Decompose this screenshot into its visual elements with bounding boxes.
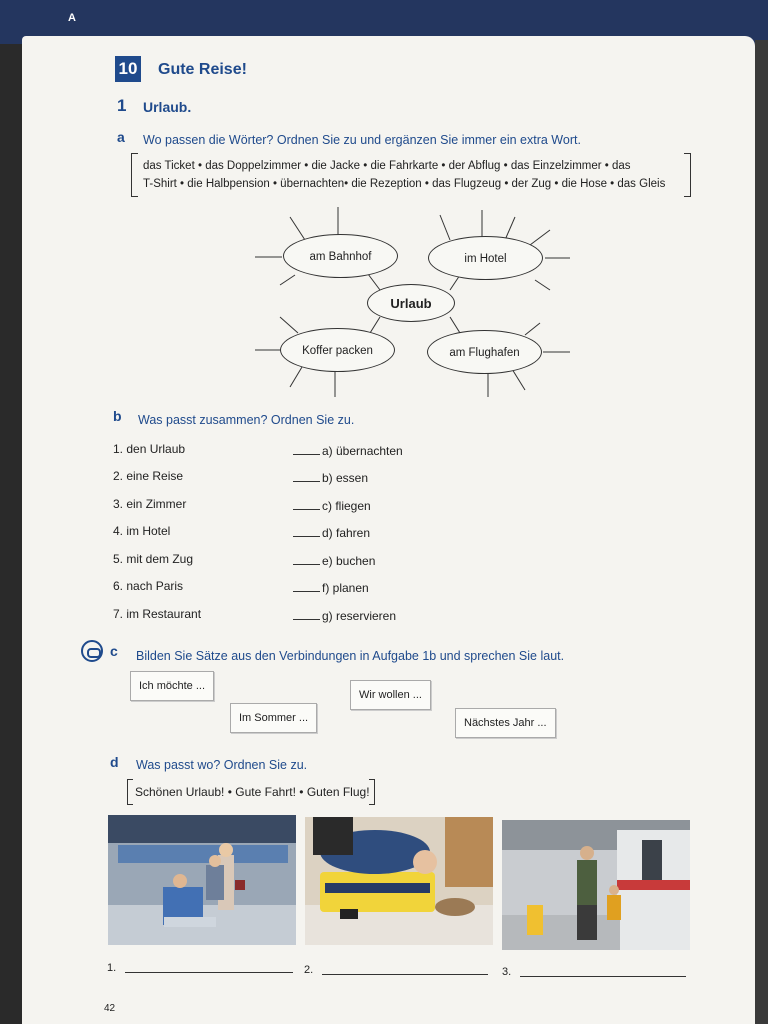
match-right-item: d) fahren bbox=[293, 526, 370, 540]
match-right-item: e) buchen bbox=[293, 554, 375, 568]
bubble-am-bahnhof: am Bahnhof bbox=[283, 234, 398, 278]
photo-airport-family bbox=[108, 815, 296, 945]
task-d-instruction: Was passt wo? Ordnen Sie zu. bbox=[136, 758, 308, 772]
bubble-im-hotel: im Hotel bbox=[428, 236, 543, 280]
match-right-item: a) übernachten bbox=[293, 444, 403, 458]
task-b-letter: b bbox=[113, 408, 122, 424]
match-right-item: g) reservieren bbox=[293, 609, 396, 623]
answer-blank[interactable] bbox=[293, 509, 320, 510]
phrase-box: Schönen Urlaub! • Gute Fahrt! • Guten Flug! bbox=[127, 779, 375, 805]
bubble-koffer-packen: Koffer packen bbox=[280, 328, 395, 372]
answer-blank[interactable] bbox=[293, 619, 320, 620]
speech-bubble: Wir wollen ... bbox=[350, 680, 431, 710]
task-a-letter: a bbox=[117, 129, 125, 145]
task-d-letter: d bbox=[110, 754, 119, 770]
answer-1: 1. bbox=[107, 962, 292, 976]
match-left-item: 2. eine Reise bbox=[113, 469, 184, 483]
answer-2: 2. bbox=[304, 964, 489, 978]
page-number: 42 bbox=[104, 1003, 116, 1014]
match-left-item: 4. im Hotel bbox=[113, 524, 171, 538]
word-box-line-1: das Ticket • das Doppelzimmer • die Jacke • die Fahrkarte • der Abflug • das Einzelzimmer • das bbox=[143, 160, 631, 172]
mindmap-center: Urlaub bbox=[367, 284, 455, 322]
speech-bubble: Nächstes Jahr ... bbox=[455, 708, 556, 738]
answer-line-1[interactable] bbox=[125, 972, 293, 973]
match-right-item: c) fliegen bbox=[293, 499, 371, 513]
task-a-instruction: Wo passen die Wörter? Ordnen Sie zu und ergänzen Sie immer ein extra Wort. bbox=[143, 133, 581, 147]
photo-train-station bbox=[502, 820, 690, 950]
section-title: Urlaub. bbox=[143, 99, 192, 115]
answer-line-3[interactable] bbox=[520, 976, 686, 977]
match-right-item: b) essen bbox=[293, 471, 368, 485]
photo-packing-suitcase bbox=[305, 817, 493, 945]
unit-title: Gute Reise! bbox=[158, 61, 247, 78]
task-c-instruction: Bilden Sie Sätze aus den Verbindungen in Aufgabe 1b und sprechen Sie laut. bbox=[136, 649, 565, 663]
word-box bbox=[131, 153, 691, 199]
word-box-line-2: T-Shirt • die Halbpension • übernachten• die Rezeption • das Flugzeug • der Zug • die Hose • das Gleis bbox=[143, 178, 666, 190]
bubble-am-flughafen: am Flughafen bbox=[427, 330, 542, 374]
speech-bubble: Ich möchte ... bbox=[130, 671, 214, 701]
match-left-item: 3. ein Zimmer bbox=[113, 497, 187, 511]
match-left-item: 6. nach Paris bbox=[113, 579, 184, 593]
match-left-item: 7. im Restaurant bbox=[113, 607, 202, 621]
book-edge bbox=[755, 40, 768, 1024]
match-left-item: 5. mit dem Zug bbox=[113, 552, 194, 566]
match-right-item: f) planen bbox=[293, 581, 369, 595]
answer-blank[interactable] bbox=[293, 564, 320, 565]
speech-bubble: Im Sommer ... bbox=[230, 703, 317, 733]
unit-number-badge: 10 bbox=[115, 56, 141, 82]
section-number: 1 bbox=[117, 96, 127, 115]
task-c-letter: c bbox=[110, 643, 118, 659]
answer-blank[interactable] bbox=[293, 536, 320, 537]
answer-blank[interactable] bbox=[293, 454, 320, 455]
speaking-icon bbox=[81, 640, 103, 662]
task-b-instruction: Was passt zusammen? Ordnen Sie zu. bbox=[138, 413, 355, 427]
answer-3: 3. bbox=[502, 966, 687, 980]
answer-blank[interactable] bbox=[293, 591, 320, 592]
match-left-item: 1. den Urlaub bbox=[113, 442, 186, 456]
answer-blank[interactable] bbox=[293, 481, 320, 482]
section-label: A bbox=[68, 12, 76, 24]
answer-line-2[interactable] bbox=[322, 974, 488, 975]
